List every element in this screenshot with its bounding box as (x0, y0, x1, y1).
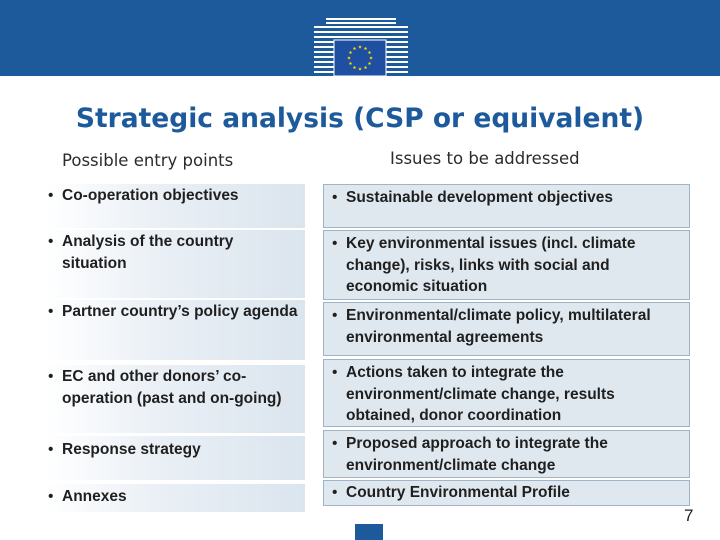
entry-point-cell: • Partner country’s policy agenda (44, 300, 305, 360)
issue-cell: • Sustainable development objectives (323, 184, 690, 228)
issue-text: Actions taken to integrate the environment/climate change, results obtained, donor coordination (346, 364, 615, 424)
footer-accent-bar (355, 524, 383, 540)
entry-point-text: EC and other donors’ co-operation (past and on-going) (62, 368, 282, 407)
issue-cell: • Country Environmental Profile (323, 480, 690, 506)
issue-text: Environmental/climate policy, multilateral environmental agreements (346, 307, 651, 346)
column-heading-entry-points: Possible entry points (62, 151, 234, 170)
entry-point-cell: • Analysis of the country situation (44, 230, 305, 298)
issue-text: Key environmental issues (incl. climate change), risks, links with social and economic situation (346, 235, 636, 295)
issue-text: Proposed approach to integrate the environment/climate change (346, 435, 608, 474)
entry-point-cell: • Co-operation objectives (44, 184, 305, 228)
issue-cell: • Proposed approach to integrate the environment/climate change (323, 430, 690, 478)
page-number: 7 (684, 506, 694, 525)
entry-point-text: Annexes (62, 488, 127, 505)
entry-point-text: Partner country’s policy agenda (62, 303, 298, 320)
entry-point-cell: • Response strategy (44, 436, 305, 480)
issue-cell: • Actions taken to integrate the environment/climate change, results obtained, donor coordination (323, 359, 690, 427)
entry-point-text: Response strategy (62, 441, 201, 458)
slide-title: Strategic analysis (CSP or equivalent) (75, 103, 645, 134)
entry-point-cell: • Annexes (44, 484, 305, 512)
column-heading-issues: Issues to be addressed (390, 149, 580, 168)
issue-cell: • Key environmental issues (incl. climate change), risks, links with social and economic situation (323, 230, 690, 300)
entry-point-text: Co-operation objectives (62, 187, 239, 204)
logo-text-line1: European (336, 79, 363, 85)
issue-text: Country Environmental Profile (346, 484, 570, 501)
logo-text-line2: Commission (336, 86, 370, 92)
issue-text: Sustainable development objectives (346, 189, 614, 206)
european-commission-logo (306, 12, 416, 96)
issue-cell: • Environmental/climate policy, multilateral environmental agreements (323, 302, 690, 356)
entry-point-text: Analysis of the country situation (62, 233, 234, 272)
entry-point-cell: • EC and other donors’ co-operation (past and on-going) (44, 365, 305, 433)
